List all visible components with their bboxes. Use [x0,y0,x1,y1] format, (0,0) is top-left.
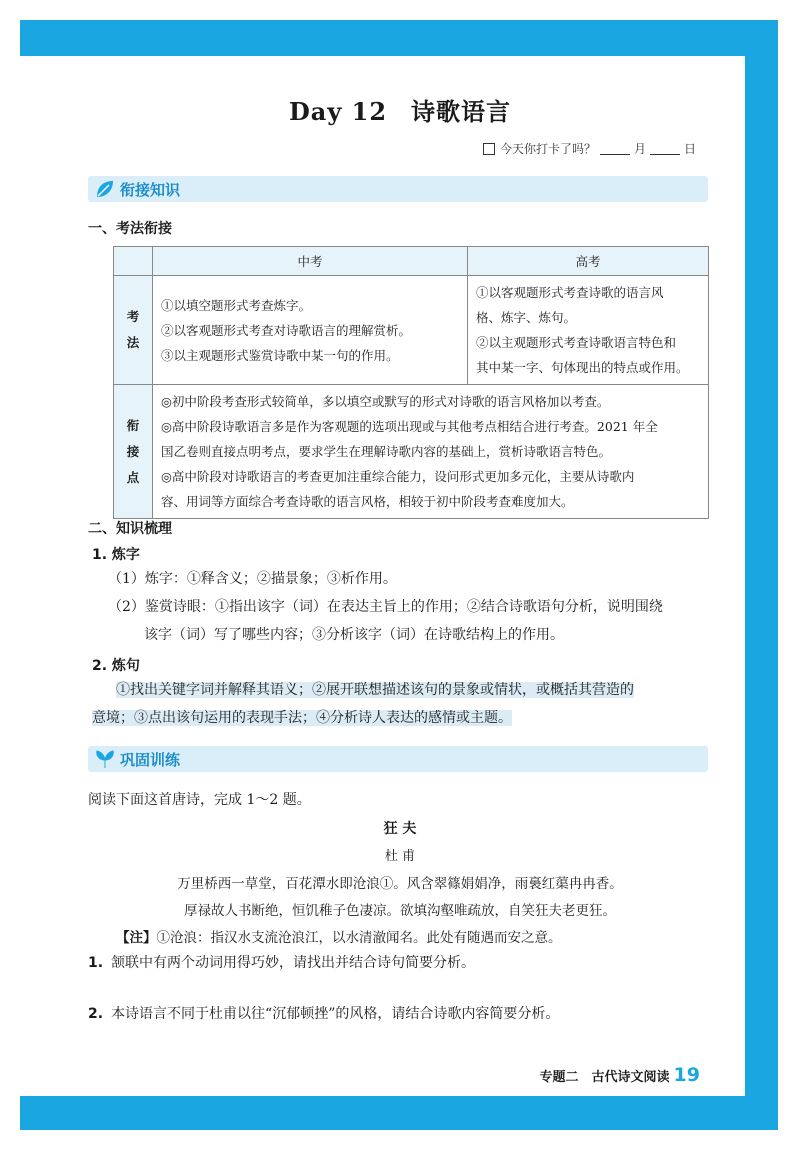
page-footer [540,1064,700,1086]
question-number: 2. [88,1006,104,1022]
item1-b-line2: 该字（词）写了哪些内容；③分析该字（词）在诗歌结构上的作用。 [144,627,564,643]
question-1 [88,952,475,972]
poem-line-1: 万里桥西一草堂，百花潭水即沧浪①。风含翠篠娟娟净，雨裛红蕖冉冉香。 [177,876,623,892]
checkin-month: 月 [634,142,647,156]
question-2 [88,1003,559,1023]
title-topic: 诗歌语言 [411,97,512,126]
section-header-knowledge [88,176,708,202]
note-label: 【注】 [116,930,157,946]
header-gaokao: 高考 [468,247,709,276]
cell-xianjiedian: ◎初中阶段考查形式较简单，多以填空或默写的形式对诗歌的语言风格加以考查。 ◎高中阶段诗歌语言多是作为客观题的选项出现或与其他考点相结合进行考查。2021 年全 国乙卷则直接点明考点，要求学生在理解诗歌内容的基础上，赏析诗歌语言特色。 ◎高中阶段对诗歌语言的考查更加注重综合能力，设问形式更加多元化，主要从诗歌内 容、用词等方面综合考查诗歌的语言风格，相较于初中阶段考查难度加大。 [153,385,709,519]
day-blank[interactable] [650,142,680,155]
question-number: 1. [88,955,104,971]
header-zhongkao: 中考 [153,247,468,276]
section-header-practice [88,746,708,772]
bottom-color-band [20,1096,778,1130]
cell-gaokao-kaofa: ①以客观题形式考查诗歌的语言风 格、炼字、炼句。 ②以主观题形式考查诗歌语言特色和 其中某一字、句体现出的特点或作用。 [468,276,709,385]
item1-title: 1. 炼字 [92,547,140,563]
part2-heading: 二、知识梳理 [88,521,172,537]
table-corner [114,247,153,276]
leaf-icon [94,178,116,200]
poem-note [116,926,562,946]
poem-line-2: 厚禄故人书断绝，恒饥稚子色凄凉。欲填沟壑唯疏放，自笑狂夫老更狂。 [184,903,616,919]
poem-author: 杜 甫 [384,849,416,864]
title-day: Day 12 [288,97,388,126]
row-head-xianjiedian: 衔 接 点 [114,385,153,519]
comparison-table [113,246,709,519]
item1-b-line1: （2）鉴赏诗眼：①指出该字（词）在表达主旨上的作用；②结合诗歌语句分析，说明围绕 [108,599,663,615]
item2-line2: 意境；③点出该句运用的表现手法；④分析诗人表达的感情或主题。 [92,710,512,726]
month-blank[interactable] [600,142,630,155]
note-text: ①沧浪：指汉水支流沧浪江，以水清澈闻名。此处有随遇而安之意。 [156,930,562,946]
top-color-band [20,20,778,56]
part1-heading: 一、考法衔接 [88,221,172,237]
poem-title: 狂 夫 [383,821,417,837]
checkin-line [483,140,696,157]
cell-zhongkao-kaofa: ①以填空题形式考查炼字。 ②以客观题形式考查对诗歌语言的理解赏析。 ③以主观题形式鉴赏诗歌中某一句的作用。 [153,276,468,385]
page-number: 19 [673,1064,700,1086]
checkin-checkbox[interactable] [483,143,495,155]
question-text: 颔联中有两个动词用得巧妙，请找出并结合诗句简要分析。 [111,955,476,971]
item2-line1: ①找出关键字词并解释其语义；②展开联想描述该句的景象或情状，或概括其营造的 [116,682,634,698]
checkin-day: 日 [684,142,697,156]
item1-a: （1）炼字：①释含义；②描景象；③析作用。 [108,571,397,587]
right-color-band [745,20,778,1130]
checkin-text: 今天你打卡了吗？ [500,142,597,156]
exercise-intro: 阅读下面这首唐诗，完成 1～2 题。 [88,792,311,808]
question-text: 本诗语言不同于杜甫以往“沉郁顿挫”的风格，请结合诗歌内容简要分析。 [111,1006,560,1022]
row-head-kaofa: 考 法 [114,276,153,385]
page-title [0,92,800,127]
section-label: 衔接知识 [120,181,181,199]
item2-title: 2. 炼句 [92,658,140,674]
section-label: 巩固训练 [120,751,181,769]
footer-section: 专题二 古代诗文阅读 [539,1070,670,1085]
ginkgo-leaf-icon [94,748,116,770]
